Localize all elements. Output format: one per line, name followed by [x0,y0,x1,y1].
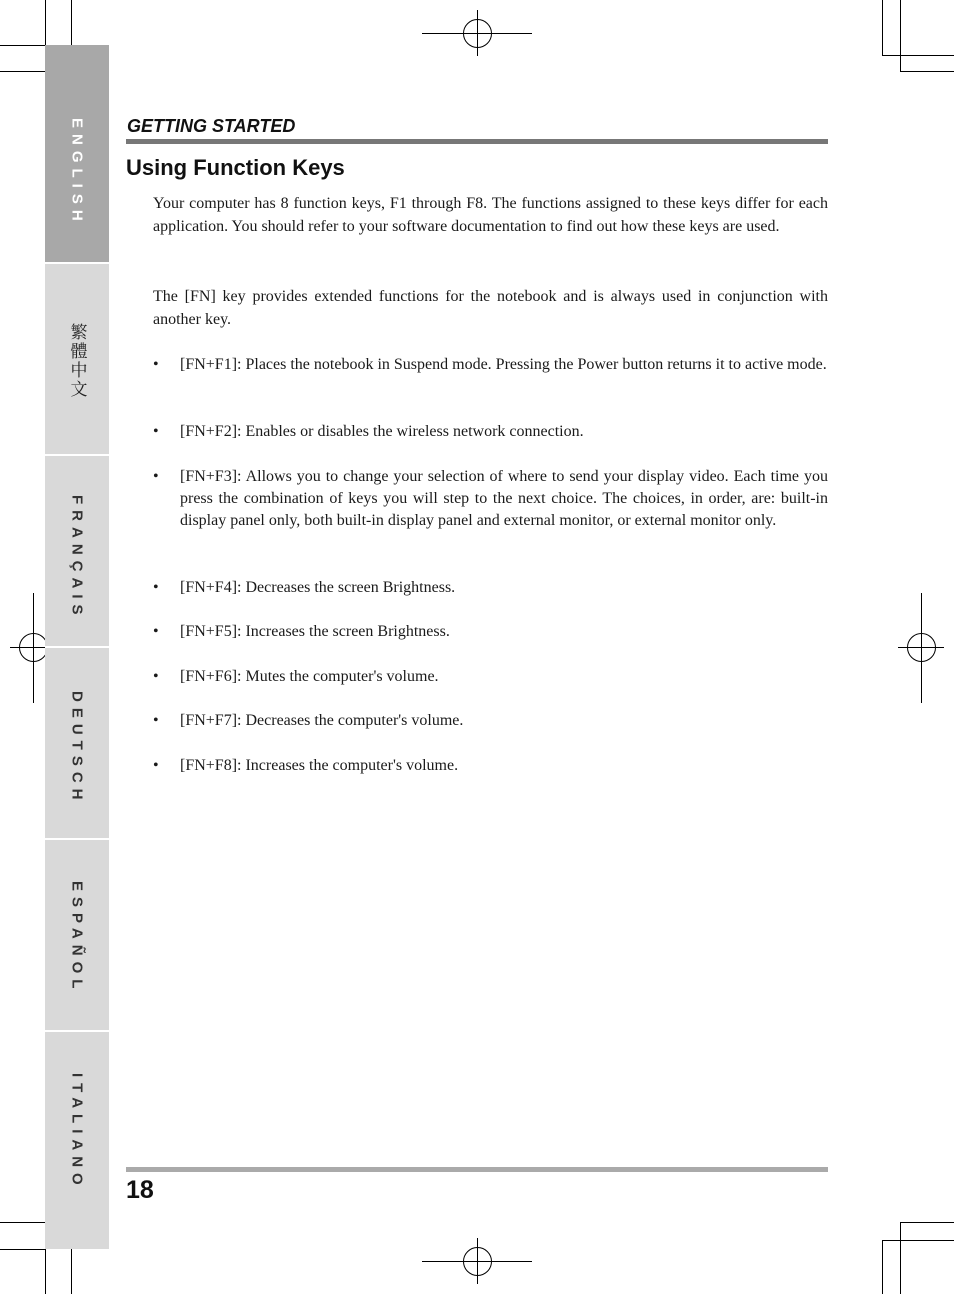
bullet-marker: • [153,668,159,685]
tab-divider [45,646,109,648]
language-tab-label: ESPAÑOL [68,881,86,995]
bullet-item-fn-f5: [FN+F5]: Increases the screen Brightness. [180,623,450,640]
header-rule [126,139,828,144]
page-title: Using Function Keys [126,155,345,180]
bullet-item-fn-f7: [FN+F7]: Decreases the computer's volume. [180,712,464,729]
bullet-item-fn-f2: [FN+F2]: Enables or disables the wireless network connection. [180,423,584,440]
language-tab-label: FRANÇAIS [68,495,86,621]
tab-divider [45,262,109,264]
footer-rule [126,1167,828,1172]
language-tab-italian[interactable] [45,1031,109,1249]
bullet-marker: • [153,579,159,596]
tab-divider [45,838,109,840]
language-tab-label: DEUTSCH [68,691,86,806]
bullet-marker: • [153,356,159,373]
intro-paragraph: Your computer has 8 function keys, F1 through F8. The functions assigned to these keys differ for each application. You should refer to your software documentation to find out how these keys are used. [153,195,828,235]
page-number: 18 [126,1176,154,1204]
section-header: GETTING STARTED [127,116,296,136]
bullet-item-fn-f3: [FN+F3]: Allows you to change your selection of where to send your display video. Each time you press the combination of keys you will step to the next choice. The choices, in order, are: built-in display panel only, both built-in display panel and external monitor, or external monitor only. [180,468,828,529]
bullet-marker: • [153,468,159,485]
bullet-item-fn-f8: [FN+F8]: Increases the computer's volume. [180,757,459,774]
language-tab-chinese[interactable] [45,263,109,455]
bullet-item-fn-f4: [FN+F4]: Decreases the screen Brightness. [180,579,456,596]
language-tab-strip [45,45,109,1249]
fn-key-paragraph: The [FN] key provides extended functions for the notebook and is always used in conjunction with another key. [153,288,828,328]
language-tab-french[interactable] [45,455,109,647]
tab-divider [45,1030,109,1032]
bullet-item-fn-f6: [FN+F6]: Mutes the computer's volume. [180,668,439,685]
bullet-item-fn-f1: [FN+F1]: Places the notebook in Suspend mode. Pressing the Power button returns it to active mode. [180,356,827,373]
bullet-marker: • [153,423,159,440]
language-tab-label: ENGLISH [68,118,86,227]
bullet-marker: • [153,623,159,640]
bullet-marker: • [153,757,159,774]
language-tab-label: 繁體中文 [67,323,87,399]
tab-divider [45,454,109,456]
language-tab-spanish[interactable] [45,839,109,1031]
language-tab-english[interactable] [45,45,109,263]
language-tab-label: ITALIANO [68,1073,86,1191]
bullet-marker: • [153,712,159,729]
language-tab-german[interactable] [45,647,109,839]
